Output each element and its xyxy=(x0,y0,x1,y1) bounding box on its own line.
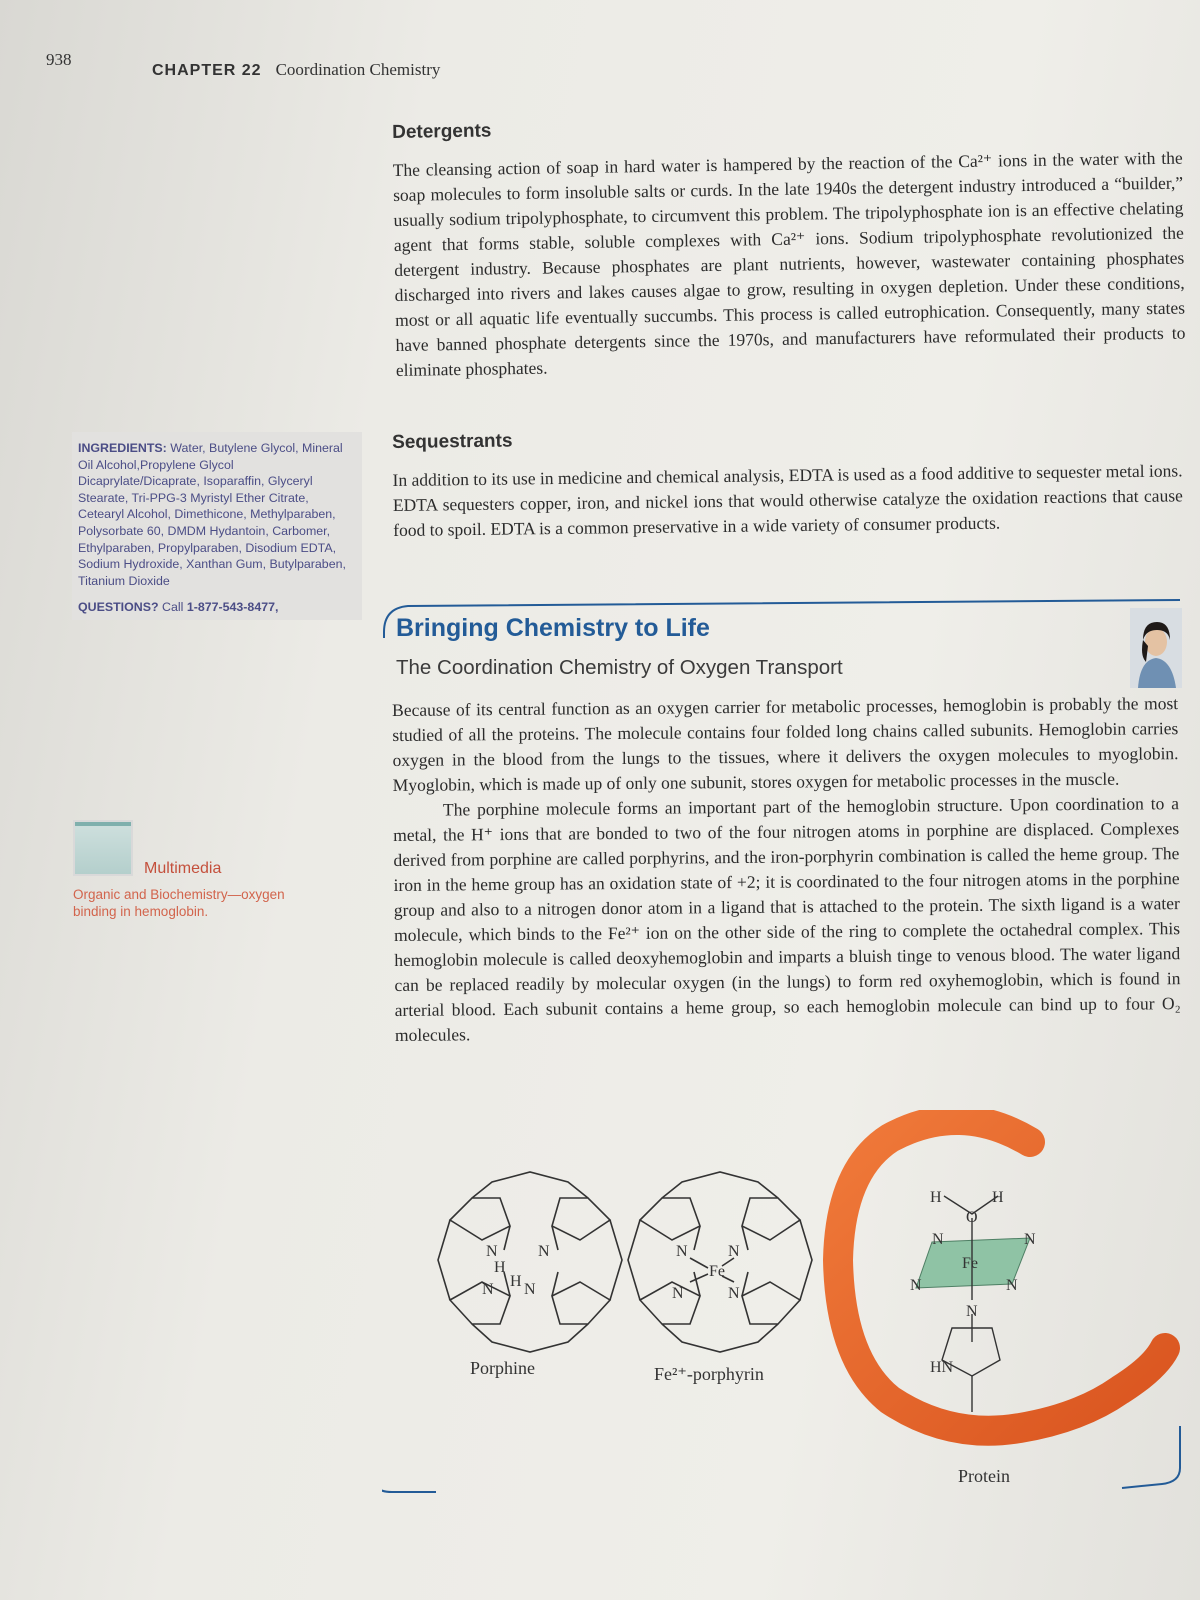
porphine-h1: H xyxy=(494,1259,506,1276)
detergents-section xyxy=(392,110,1186,383)
fe-porphyrin-n3: N xyxy=(672,1285,684,1302)
detergents-paragraph: The cleansing action of soap in hard water is hampered by the reaction of the Ca²⁺ ions in the water with the soap molecules to form insoluble salts or curds. In the late 1940s the detergent industry introduced a “builder,” usually sodium tripolyphosphate, to circumvent this problem. The tripolyphosphate ion is an effective chelating agent that forms stable, soluble complexes with Ca²⁺ ions. Sodium tripolyphosphate revolutionized the detergent industry. Because phosphates are plant nutrients, however, wastewater containing phosphates discharged into rivers and lakes causes algae to grow, resulting in oxygen depletion. Under these conditions, most or all aquatic life eventually succumbs. This process is called eutrophication. Consequently, many states have banned phosphate detergents since the 1970s, and manufacturers have reformulated their products to eliminate phosphates. xyxy=(392,147,1186,380)
multimedia-title: Multimedia xyxy=(144,860,222,877)
ingredients-label-image xyxy=(72,432,362,620)
fe-porphyrin-n2: N xyxy=(728,1243,740,1260)
fe-porphyrin-n4: N xyxy=(728,1285,740,1302)
fe-porphyrin-structure xyxy=(628,1172,812,1352)
feature-paragraph-1: Because of its central function as an oxygen carrier for metabolic processes, hemoglobin is probably the most studied of all the proteins. The molecule contains four folded long chains called subunits. Hemoglobin carries oxygen in the blood from the lungs to the tissues, where it delivers the oxygen molecules to myoglobin. Myoglobin, which is made up of only one subunit, stores oxygen for metabolic processes in the muscle. xyxy=(392,693,1179,795)
porphine-h2: H xyxy=(510,1273,522,1290)
heme-n3: N xyxy=(910,1277,922,1294)
fe-porphyrin-caption: Fe²⁺-porphyrin xyxy=(654,1364,764,1384)
feature-subtitle: The Coordination Chemistry of Oxygen Transport xyxy=(396,656,843,679)
chapter-label: CHAPTER 22 xyxy=(152,62,262,79)
porphine-caption: Porphine xyxy=(470,1358,535,1378)
water-h1: H xyxy=(930,1189,942,1206)
heme-figure xyxy=(420,1110,1190,1510)
porphine-n2: N xyxy=(538,1243,550,1260)
questions-label: QUESTIONS? xyxy=(78,600,159,615)
feature-body xyxy=(392,691,1181,1048)
heme-fe: Fe xyxy=(962,1255,978,1272)
questions-line xyxy=(78,599,356,616)
detergents-heading: Detergents xyxy=(392,120,492,143)
chapter-header xyxy=(152,60,440,80)
sequestrants-section xyxy=(392,422,1183,543)
water-h2: H xyxy=(992,1189,1004,1206)
porphine-n4: N xyxy=(524,1281,536,1298)
sequestrants-heading: Sequestrants xyxy=(392,430,513,453)
multimedia-description: Organic and Biochemistry—oxygen binding in hemoglobin. xyxy=(73,887,285,919)
porphine-structure xyxy=(438,1172,622,1352)
fe-porphyrin-fe: Fe xyxy=(709,1263,725,1280)
author-photo-avatar xyxy=(1130,608,1182,688)
multimedia-thumbnail-icon[interactable] xyxy=(73,820,133,876)
heme-n1: N xyxy=(932,1231,944,1248)
sequestrants-paragraph: In addition to its use in medicine and chemical analysis, EDTA is used as a food additive to sequester metal ions. EDTA sequesters copper, iron, and nickel ions that would otherwise catalyze the oxidation reactions that cause food to spoil. EDTA is a common preservative in a wide variety of consumer products. xyxy=(392,460,1183,540)
porphine-n3: N xyxy=(482,1281,494,1298)
questions-phone: 1-877-543-8477, xyxy=(186,600,279,615)
water-o: O xyxy=(966,1209,978,1226)
chapter-title: Coordination Chemistry xyxy=(275,60,441,79)
feature-title: Bringing Chemistry to Life xyxy=(396,614,710,642)
ingredients-label: INGREDIENTS: xyxy=(78,441,167,455)
heme-n2: N xyxy=(1024,1231,1036,1248)
imidazole-n: N xyxy=(966,1303,978,1320)
feature-paragraph-2: The porphine molecule forms an important part of the hemoglobin structure. Upon coordination to a metal, the H⁺ ions that are bonded to two of the four nitrogen atoms in porphine are displaced. Complexes derived from porphine are called porphyrins, and the iron-porphyrin combination is called the heme group. The iron in the heme group has an oxidation state of +2; it is coordinated to the four nitrogen atoms in the porphine group and also to a nitrogen donor atom in a ligand that is attached to the protein. The sixth ligand is a water molecule, which binds to the Fe²⁺ ion on the other side of the ring to complete the octahedral complex. This hemoglobin molecule is called deoxyhemoglobin and imparts a bluish tinge to venous blood. The water ligand can be replaced readily by molecular oxygen (in the lungs) to form red oxyhemoglobin, which is found in arterial blood. Each subunit contains a heme group, so each hemoglobin molecule can bind up to four O₂ molecules. xyxy=(393,793,1181,1045)
fe-porphyrin-n1: N xyxy=(676,1243,688,1260)
questions-call: Call xyxy=(162,600,184,615)
porphine-n1: N xyxy=(486,1243,498,1260)
imidazole-hn: HN xyxy=(930,1359,954,1376)
protein-caption: Protein xyxy=(958,1466,1010,1486)
page-number: 938 xyxy=(46,50,72,69)
ingredients-list: Water, Butylene Glycol, Mineral Oil Alcohol,Propylene Glycol Dicaprylate/Dicaprate, Isoparaffin, Glyceryl Stearate, Tri-PPG-3 Myristyl Ether Citrate, Cetearyl Alcohol, Dimethicone, Methylparaben, Polysorbate 60, DMDM Hydantoin, Carbomer, Ethylparaben, Propylparaben, Disodium EDTA, Sodium Hydroxide, Xanthan Gum, Butylparaben, Titanium Dioxide xyxy=(78,441,346,588)
heme-n4: N xyxy=(1006,1277,1018,1294)
